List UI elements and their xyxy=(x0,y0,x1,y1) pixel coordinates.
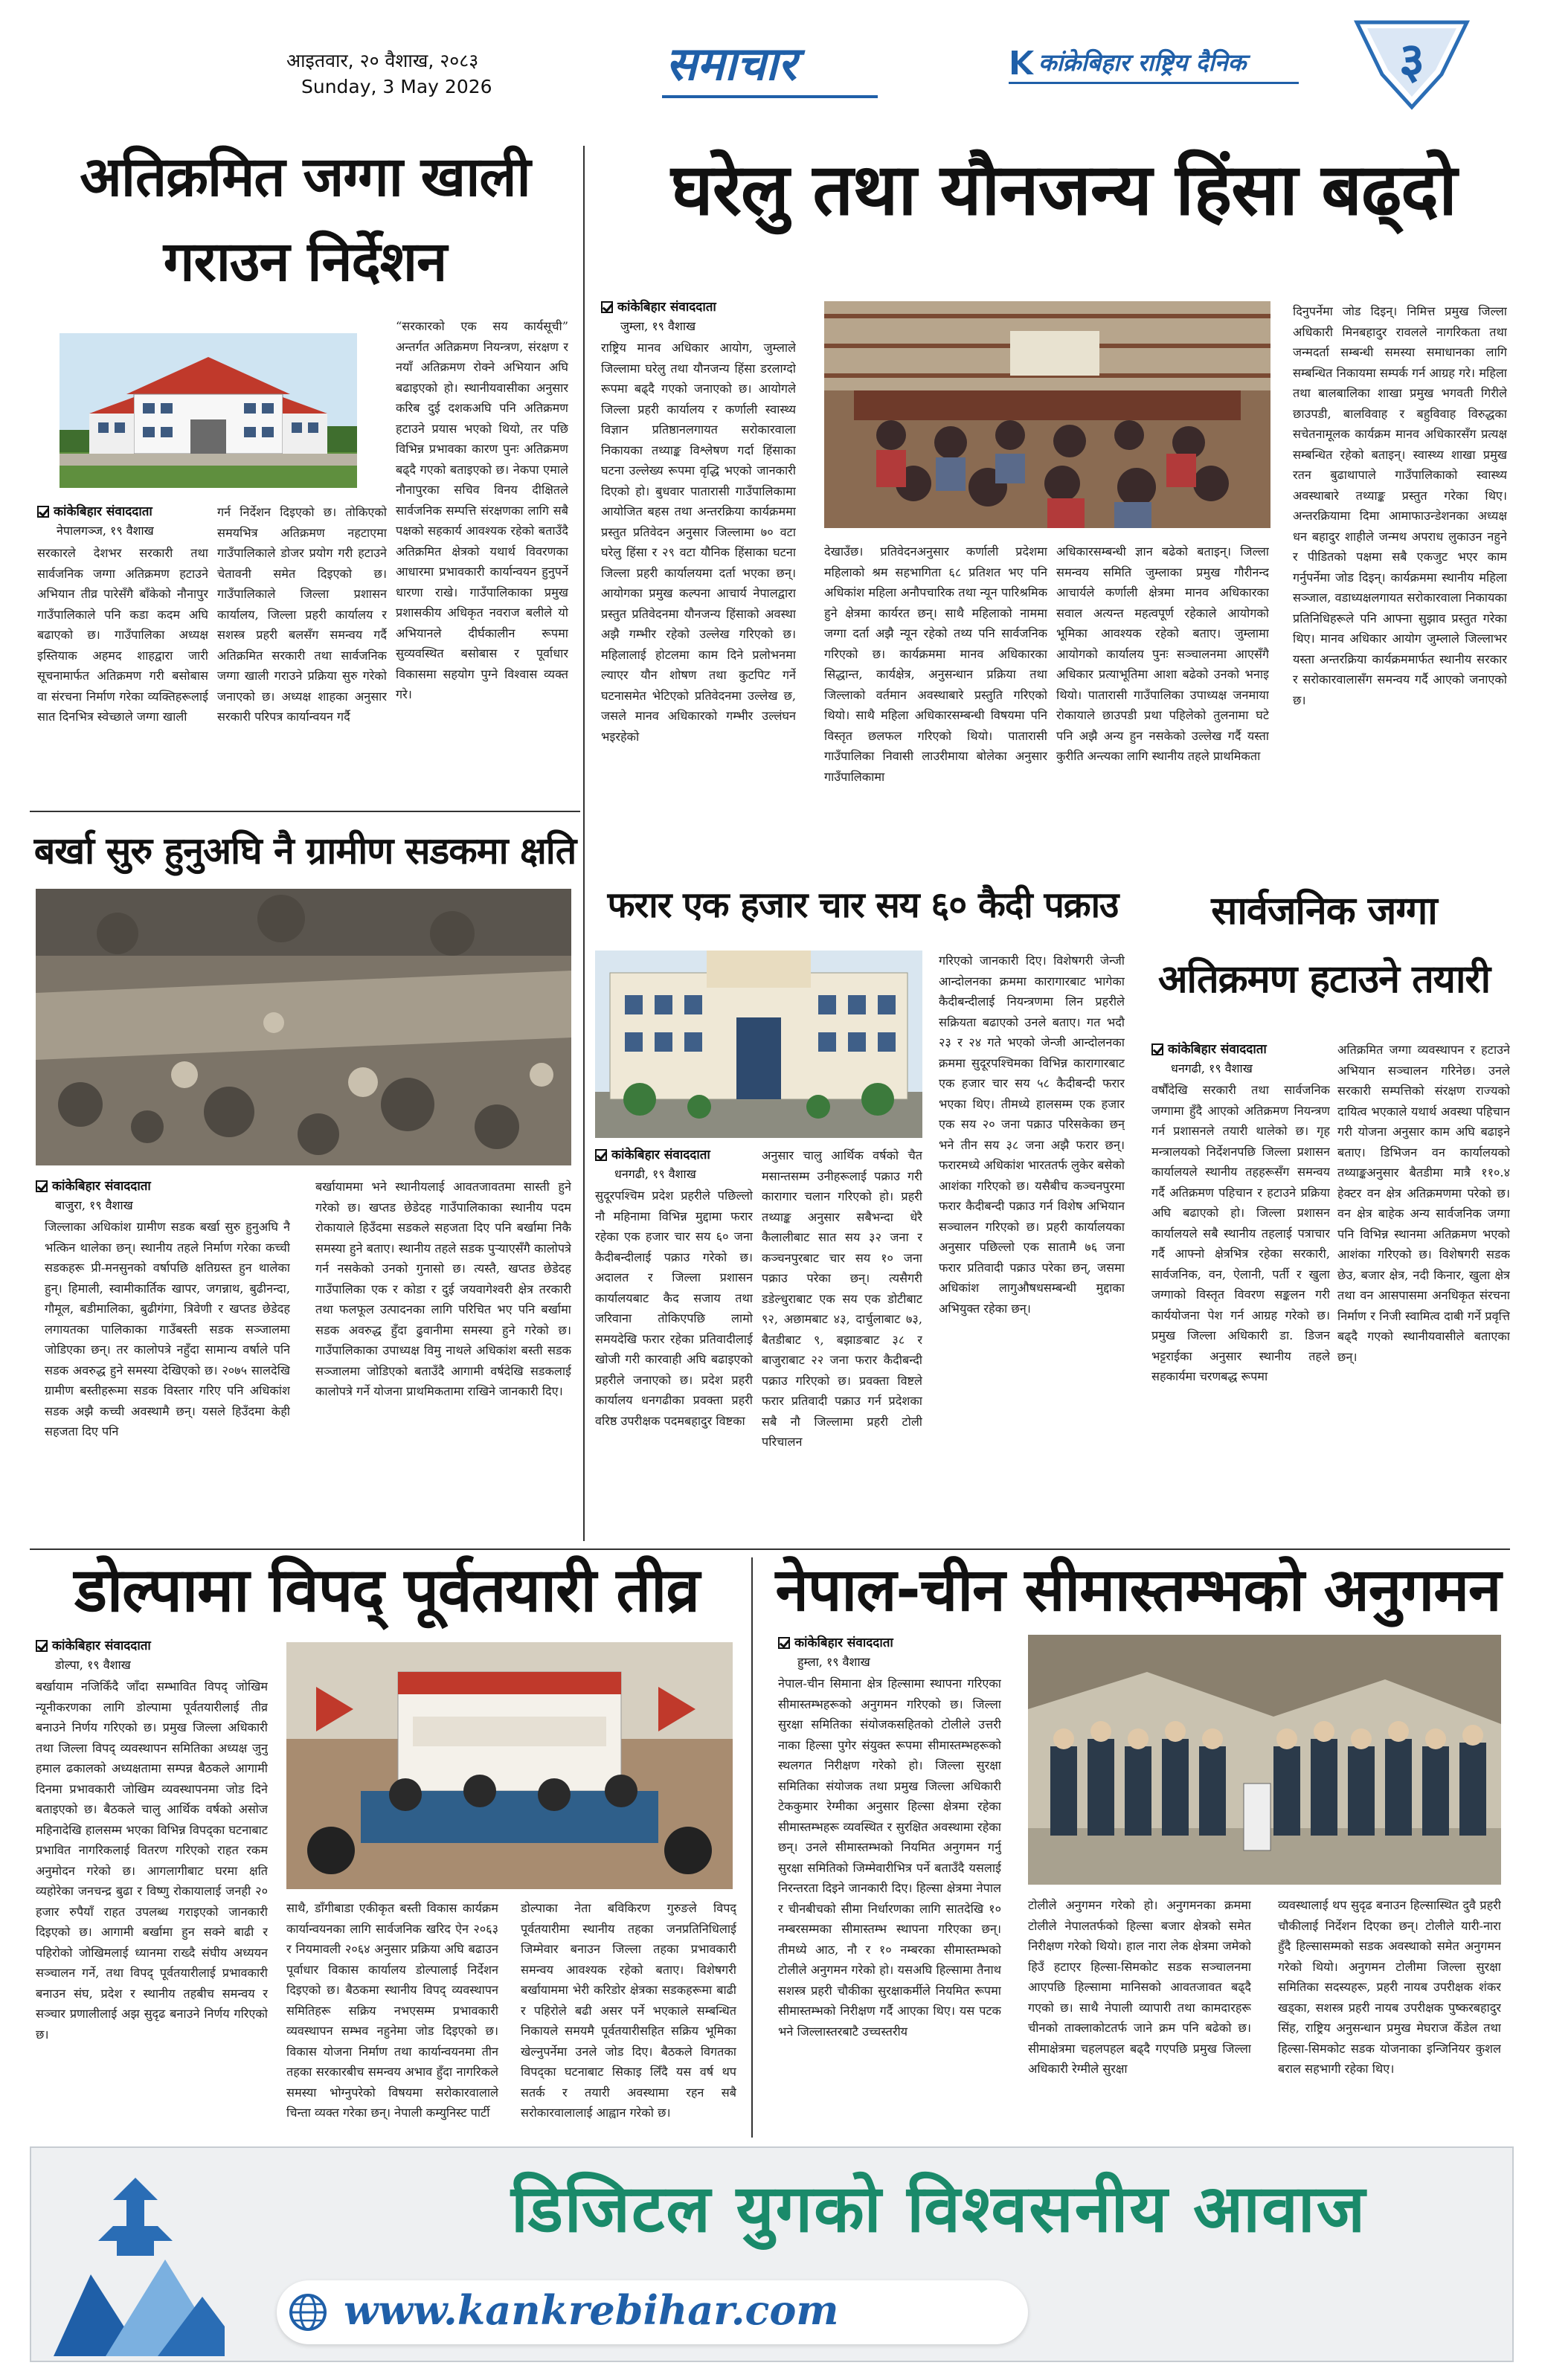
a2-col3-text: अधिकारसम्बन्धी ज्ञान बढेको बताइन्। जिल्ला समन्वय समिति जुम्लाका प्रमुख गौरीनन्द आचार्यले कर्णाली क्षेत्रमा मानव अधिकारका सवाल अत्यन्त महत्वपूर्ण रहेकाले आयोगको भूमिका आवश्यक रहेको बताए। जुम्लामा आयोगको कार्यालय पुनः सञ्चालनमा आएसँगै अधिकार प्रत्याभूतिमा आशा बढेको उनको भनाइ थियो। पातारासी गाउँपालिका उपाध्यक्ष जनमाया रोकायाले छाउपडी प्रथा पहिलेको तुलनामा घटे पनि अझै अन्य हुन नसकेको उल्लेख गर्दै यस्ता कुरीति अन्त्यका लागि स्थानीय तहले प्राथमिकता xyxy=(1056,544,1269,763)
a2-photo-meeting-hall xyxy=(824,301,1270,528)
a1-byline: कांकेबिहार संवाददाता xyxy=(54,504,152,519)
a3-byline: कांकेबिहार संवाददाता xyxy=(52,1179,151,1194)
ad-banner xyxy=(30,2146,1514,2362)
a4-byline: कांकेबिहार संवाददाता xyxy=(611,1148,710,1162)
a1-column-2 xyxy=(217,502,387,788)
a4-column-2 xyxy=(762,1145,922,1529)
a6-byline: कांकेबिहार संवाददाता xyxy=(52,1638,151,1653)
a7-byline: कांकेबिहार संवाददाता xyxy=(794,1636,893,1650)
checkbox-icon xyxy=(595,1149,607,1161)
a7-dateline: हुम्ला, १९ वैशाख xyxy=(797,1655,870,1669)
a3-column-2 xyxy=(315,1177,571,1529)
a1-column-1 xyxy=(37,543,208,788)
a6-photo-disaster-meeting xyxy=(286,1642,733,1889)
a1-headline-line2: गराउन निर्देशन xyxy=(163,230,447,294)
a7-column-3 xyxy=(1278,1895,1501,2136)
column-rule-top xyxy=(583,146,585,1541)
section-underline xyxy=(662,95,878,98)
a3-col2-text: बर्खायाममा भने स्थानीयलाई आवतजावतमा सास्ती हुने गरेको छ। खप्तड छेडेदह गाउँपालिकाका स्थानीय पदम रोकायाले हिउँदमा सडकले सहजता दिए पनि बर्खामा निकै समस्या हुने बताए। स्थानीय तहले सडक पुऱ्याएसँगै कालोपत्रे गर्न नसकेको उनको गुनासो छ। त्यस्तै, खप्तड छेडेदह गाउँपालिका एक र कोडा र दुई जयवागेश्वरी क्षेत्र तरकारी तथा फलफूल उत्पादनका लागि परिचित भए पनि बर्खामा सडक अवरुद्ध हुँदा ढुवानीमा समस्या हुने गरेको छ। गाउँपालिकाका उपाध्यक्ष विमु नाथले अधिकांश बस्ती सडक सञ्जालमा जोडिएको बताउँदै आगामी वर्षदेखि सडकलाई कालोपत्रे गर्ने योजना प्राथमिकतामा राखिने जानकारी दिए। xyxy=(315,1180,571,1398)
a7-column-1 xyxy=(778,1673,1001,2136)
banner-website[interactable]: www.kankrebihar.com xyxy=(344,2286,839,2334)
a2-column-1 xyxy=(601,338,796,797)
column-rule-bottom xyxy=(751,1557,753,2138)
a3-dateline: बाजुरा, १९ वैशाख xyxy=(55,1198,133,1212)
checkbox-icon xyxy=(778,1637,790,1649)
a2-column-2 xyxy=(824,541,1047,797)
a4-headline: फरार एक हजार चार सय ६० कैदी पक्राउ xyxy=(607,884,1119,926)
a4-column-3 xyxy=(939,951,1125,1529)
a7-byline-block xyxy=(778,1633,1001,1672)
a2-col1-text: राष्ट्रिय मानव अधिकार आयोग, जुम्लाले जिल्लामा घरेलु तथा यौनजन्य हिंसा डरलाग्दो रूपमा बढ्दै गएको जनाएको छ। आयोगले जिल्ला प्रहरी कार्यालय र कर्णाली स्वास्थ्य विज्ञान प्रतिष्ठानलगायत सरोकारवाला निकायका तथ्याङ्क विश्लेषण गर्दा हिंसाका घटना उल्लेख्य रूपमा वृद्धि भएको जानकारी दिएको हो। बुधवार पातारासी गाउँपालिकामा आयोजित बहस तथा अन्तरक्रिया कार्यक्रममा प्रस्तुत प्रतिवेदन अनुसार जिल्लामा ७० वटा घरेलु हिंसा र २९ वटा यौनिक हिंसाका घटना जिल्ला प्रहरी कार्यालयमा दर्ता भएका छन्। आयोगका प्रमुख कल्पना आचार्य नेपालद्वारा प्रस्तुत प्रतिवेदनमा यौनजन्य हिंसाको अवस्था अझै गम्भीर रहेको उल्लेख गरिएको छ। महिलालाई होटलमा काम दिने प्रलोभनमा ल्याएर यौन शोषण तथा कुटपिट गर्ने घटनासमेत भेटिएको प्रतिवेदनमा उल्लेख छ, जसले मानव अधिकारको गम्भीर उल्लंघन भइरहेको xyxy=(601,341,796,744)
a2-col2-text: देखाउँछ। प्रतिवेदनअनुसार कर्णाली प्रदेशमा महिलाको श्रम सहभागिता ६८ प्रतिशत भए पनि अधिकांश महिला अनौपचारिक तथा न्यून पारिश्रमिक हुने क्षेत्रमा कार्यरत छन्। साथै महिलाको नाममा जग्गा दर्ता अझै न्यून रहेको तथ्य पनि सार्वजनिक गरिएको छ। कार्यक्रममा मानव अधिकारका सिद्धान्त, कार्यक्षेत्र, अनुसन्धान प्रक्रिया तथा जिल्लाको वर्तमान अवस्थाबारे प्रस्तुति गरिएको थियो। साथै महिला अधिकारसम्बन्धी विषयमा पनि विस्तृत छलफल गरिएको थियो। पातारासी गाउँपालिका निवासी लाउरीमाया बोलेका अनुसार गाउँपालिकामा xyxy=(824,544,1047,784)
paper-logo-icon xyxy=(1009,48,1035,77)
a7-col3-text: व्यवस्थालाई थप सुदृढ बनाउन हिल्सास्थित दुवै प्रहरी चौकीलाई निर्देशन दिएका छन्। टोलीले यारी-नारा हुँदै हिल्सासम्मको सडक अवस्थाको समेत अनुगमन गरेको थियो। अनुगमन टोलीमा जिल्ला सुरक्षा समितिका सदस्यहरू, प्रहरी नायब उपरीक्षक शंकर खड्का, सशस्त्र प्रहरी नायब उपरीक्षक पुष्करबहादुर सिंह, राष्ट्रिय अनुसन्धान प्रमुख मेघराज केँडेल तथा हिल्सा-सिमकोट सडक योजनाका इन्जिनियर कुशल बराल सहभागी रहेका थिए। xyxy=(1278,1898,1501,2076)
paper-name-underline xyxy=(1009,82,1299,84)
a5-col2-text: अतिक्रमित जग्गा व्यवस्थापन र हटाउने अभियान सञ्चालन गरिनेछ। उनले सरकारी सम्पत्तिको संरक्षण राज्यको दायित्व भएकाले यथार्थ अवस्था पहिचान गरी योजना अनुसार काम अघि बढाइने बताए। डिभिजन वन कार्यालयको तथ्याङ्कअनुसार बैतडीमा मात्रै ११०.४ हेक्टर वन क्षेत्र अतिक्रमणमा परेको छ। वन क्षेत्र बाहेक अन्य सार्वजनिक जग्गा पनि विभिन्न स्थानमा अतिक्रमण भएको आशंका गरिएको छ। विशेषगरी सडक छेउ, बजार क्षेत्र, नदी किनार, खुला क्षेत्र तथा वन आसपासमा अनधिकृत संरचना निर्माण र निजी स्वामित्व दाबी गर्ने प्रवृत्ति बढ्दै गएको स्थानीयवासीले बताएका छन्। xyxy=(1337,1043,1510,1364)
a7-headline: नेपाल-चीन सीमास्तम्भको अनुगमन xyxy=(775,1555,1501,1624)
checkbox-icon xyxy=(37,506,49,518)
a1-col1-text: सरकारले देशभर सरकारी तथा सार्वजनिक जग्गा अतिक्रमण हटाउने अभियान तीव्र पारेसँगै बाँकेको नौनापुर गाउँपालिकाले पनि कडा कदम अघि बढाएको छ। गाउँपालिका अध्यक्ष इस्तियाक अहमद शाहद्वारा जारी सूचनामार्फत अतिक्रमण गरी बसोबास वा संरचना निर्माण गरेका व्यक्तिहरूलाई सात दिनभित्र स्वेच्छाले जग्गा खाली xyxy=(37,546,208,724)
banner-slogan: डिजिटल युगको विश्वसनीय आवाज xyxy=(510,2170,1366,2247)
rule-left-a1 xyxy=(30,811,580,812)
a4-col3-text: गरिएको जानकारी दिए। विशेषगरी जेन्जी आन्दोलनका क्रममा कारागारबाट भागेका कैदीबन्दीलाई नियन्त्रणमा लिन प्रहरीले सक्रियता बढाएको उनले बताए। गत भदौ २३ र २४ गते भएको जेन्जी आन्दोलनका क्रममा सुदूरपश्चिमका विभिन्न कारागारबाट एक हजार चार सय ५८ कैदीबन्दी फरार भएका थिए। तीमध्ये हालसम्म एक हजार एक सय २० जना पक्राउ परिसकेका छन् भने तीन सय ३८ जना अझै फरार छन्। फरारमध्ये अधिकांश भारततर्फ लुकेर बसेको आशंका गरिएको छ। यसैबीच कञ्चनपुरमा फरार कैदीबन्दी पक्राउ गर्न विशेष अभियान सञ्चालन गरिएको छ। प्रहरी कार्यालयका अनुसार पछिल्लो एक सातामै ७६ जना फरार प्रतिवादी पक्राउ परेका छन्, जसमा अधिकांश लागुऔषधसम्बन्धी मुद्दाका अभियुक्त रहेका छन्। xyxy=(939,953,1125,1316)
a1-dateline: नेपालगञ्ज, १९ वैशाख xyxy=(57,524,154,538)
a5-column-1 xyxy=(1151,1080,1330,1529)
a5-byline: कांकेबिहार संवाददाता xyxy=(1168,1042,1267,1057)
a5-dateline: धनगढी, १९ वैशाख xyxy=(1171,1061,1253,1075)
a2-dateline: जुम्ला, १९ वैशाख xyxy=(620,319,696,333)
a4-col1-text: सुदूरपश्चिम प्रदेश प्रहरीले पछिल्लो नौ महिनामा विभिन्न मुद्दामा फरार रहेका एक हजार चार सय ६० जना कैदीबन्दीलाई पक्राउ गरेको छ। अदालत र जिल्ला प्रशासन कार्यालयबाट कैद सजाय तथा जरिवाना तोकिएपछि लामो समयदेखि फरार रहेका प्रतिवादीलाई खोजी गरी कारवाही अघि बढाइएको प्रहरीले जनाएको छ। प्रदेश प्रहरी कार्यालय धनगढीका प्रवक्ता प्रहरी वरिष्ठ उपरीक्षक पदमबहादुर विष्टका xyxy=(595,1189,753,1428)
a1-headline-line1: अतिक्रमित जग्गा खाली xyxy=(80,145,530,209)
a5-column-2 xyxy=(1337,1040,1510,1529)
a5-byline-block xyxy=(1151,1040,1329,1078)
a3-photo-damaged-road xyxy=(36,889,571,1165)
a7-column-2 xyxy=(1028,1895,1251,2136)
rule-middle-row xyxy=(30,1548,1510,1550)
a4-byline-block xyxy=(595,1145,751,1184)
a2-byline-block xyxy=(601,298,794,336)
checkbox-icon xyxy=(1151,1043,1163,1055)
a6-column-1 xyxy=(36,1676,268,2136)
a6-col1-text: बर्खायाम नजिकिँदै जाँदा सम्भावित विपद् जोखिम न्यूनीकरणका लागि डोल्पामा पूर्वतयारीलाई तीव्र बनाउने निर्णय गरिएको छ। प्रमुख जिल्ला अधिकारी तथा जिल्ला विपद् व्यवस्थापन समितिका अध्यक्ष जुनु हमाल ढकालको अध्यक्षतामा सम्पन्न बैठकले आगामी दिनमा प्रभावकारी जोखिम व्यवस्थापनमा जोड दिने बताइएको छ। बैठकले चालु आर्थिक वर्षको असोज महिनादेखि हालसम्म भएका विभिन्न विपद्का घटनाबाट प्रभावित नागरिकलाई वितरण गरिएको राहत रकम अनुमोदन गरेको छ। आगलागीबाट घरमा क्षति व्यहोरेका जनचन्द्र बुढा र विष्णु रोकायालाई जनही २० हजार रुपैयाँ राहत उपलब्ध गराइएको जानकारी दिइएको छ। आगामी बर्खामा हुन सक्ने बाढी र पहिरोको जोखिमलाई ध्यानमा राख्दै संघीय अध्ययन सञ्चालन गर्ने, तथा विपद् पूर्वतयारीलाई प्रभावकारी बनाउन संघ, प्रदेश र स्थानीय तहबीच समन्वय र सञ्चार प्रणालीलाई अझ सुदृढ बनाउने निर्णय गरिएको छ। xyxy=(36,1679,268,2042)
a1-column-3 xyxy=(396,316,568,788)
a3-col1-text: जिल्लाका अधिकांश ग्रामीण सडक बर्खा सुरु हुनुअघि नै भत्किन थालेका छन्। स्थानीय तहले निर्माण गरेका कच्ची सडकहरू प्री-मनसुनको वर्षापछि क्षतिग्रस्त हुन थालेका हुन्। हिमाली, स्वामीकार्तिक खापर, जगन्नाथ, बुढीनन्दा, गौमूल, बडीमालिका, बुढीगंगा, त्रिवेणी र खप्तड छेडेदह लगायतका पालिकाका गाउँबस्ती सडक सञ्जालमा जोडिएका छन्। तर कालोपत्रे नहुँदा सामान्य वर्षाले पनि सडक अवरुद्ध हुने समस्या देखिएको छ। २०७५ सालदेखि ग्रामीण बस्तीहरूमा सडक विस्तार गरिए पनि अधिकांश सडक अझै कच्ची अवस्थामै छन्। यसले हिउँदमा केही सहजता दिए पनि xyxy=(45,1220,290,1438)
checkbox-icon xyxy=(36,1640,48,1652)
a7-photo-border-team xyxy=(1028,1635,1501,1885)
a6-column-3 xyxy=(521,1898,736,2136)
a2-column-3 xyxy=(1056,541,1269,797)
checkbox-icon xyxy=(601,301,613,313)
a3-byline-block xyxy=(36,1177,289,1215)
a2-col4-text: दिनुपर्नेमा जोड दिइन्। निमित्त प्रमुख जिल्ला अधिकारी मिनबहादुर रावलले नागरिकता तथा जन्मदर्ता सम्बन्धी समस्या समाधानका लागि सम्बन्धित निकायमा सम्पर्क गर्न आग्रह गरे। महिला तथा बालबालिका शाखा प्रमुख भगवती गिरीले छाउपडी, बालविवाह र बहुविवाह विरुद्धका सचेतनामूलक कार्यक्रम मानव अधिकारसँग प्रत्यक्ष सम्बन्धित रहेको बताइन्। स्वास्थ्य शाखा प्रमुख रतन बुढाथापाले गाउँपालिकाको स्वास्थ्य अवस्थाबारे तथ्याङ्क प्रस्तुत गरेका थिए। अन्तरक्रियामा दिमा आमाफाउन्डेशनका अध्यक्ष धन बहादुर शाहीले जन्मथ अपराध लुकाउन नहुने र पीडितको पक्षमा सबै एकजुट भएर काम गर्नुपर्नेमा जोड दिइन्। कार्यक्रममा स्थानीय महिला सञ्जाल, वडाध्यक्षलगायत सरोकारवाला निकायका प्रतिनिधिहरूले पनि आफ्ना सुझाव प्रस्तुत गरेका थिए। मानव अधिकार आयोग जुम्लाले जिल्लाभर यस्ता अन्तरक्रिया कार्यक्रममार्फत स्थानीय सरकार र सरोकारवालासँग समन्वय गर्दै आएको जनाएको छ। xyxy=(1293,304,1507,707)
paper-name: कांक्रेबिहार राष्ट्रिय दैनिक xyxy=(1038,48,1247,77)
masthead-date-en: Sunday, 3 May 2026 xyxy=(301,76,492,97)
a6-headline: डोल्पामा विपद् पूर्वतयारी तीव्र xyxy=(74,1555,700,1626)
masthead xyxy=(0,0,1542,119)
checkbox-icon xyxy=(36,1180,48,1192)
a6-byline-block xyxy=(36,1636,268,1675)
a1-col2-text: गर्न निर्देशन दिइएको छ। तोकिएको समयभित्र अतिक्रमण नहटाएमा गाउँपालिकाले डोजर प्रयोग गरी हटाउने चेतावनी समेत दिइएको छ। गाउँपालिकाले जिल्ला प्रशासन कार्यालय, जिल्ला प्रहरी कार्यालय र सशस्त्र प्रहरी बलसँग समन्वय गर्दै अतिक्रमित सरकारी तथा सार्वजनिक जग्गा खाली गराउने प्रक्रिया सुरु गरेको जनाएको छ। अध्यक्ष शाहका अनुसार सरकारी परिपत्र कार्यान्वयन गर्दै xyxy=(217,505,387,724)
section-title: समाचार xyxy=(666,36,797,91)
a6-col3-text: डोल्पाका नेता बविकिरण गुरुङले विपद् पूर्वतयारीमा स्थानीय तहका जनप्रतिनिधिलाई जिम्मेवार बनाउन जिल्ला तहका प्रभावकारी समन्वय आवश्यक रहेको बताए। विशेषगरी बर्खायाममा भेरी करिडोर क्षेत्रका सडकहरूमा बाढी र पहिरोले बढी असर पर्ने भएकाले सम्बन्धित निकायले समयमै पूर्वतयारीसहित सक्रिय भूमिका खेल्नुपर्नेमा उनले जोड दिए। बैठकले विगतका विपद्का घटनाबाट सिकाइ लिँदै यस वर्ष थप सतर्क र तयारी अवस्थामा रहन सबै सरोकारवालालाई आह्वान गरेको छ। xyxy=(521,1901,736,2120)
a2-headline: घरेलु तथा यौनजन्य हिंसा बढ्दो xyxy=(670,148,1457,231)
a1-col3-text: “सरकारको एक सय कार्यसूची” अन्तर्गत अतिक्रमण नियन्त्रण, संरक्षण र नयाँ अतिक्रमण रोक्ने अभियान अघि बढाइएको हो। स्थानीयवासीका अनुसार करिब दुई दशकअघि पनि अतिक्रमण हटाउने प्रयास भएको थियो, तर पछि विभिन्न प्रभावका कारण पुनः अतिक्रमण बढ्दै गएको बताइएको छ। नेकपा एमाले नौनापुरका सचिव विनय दीक्षितले सार्वजनिक सम्पत्ति संरक्षणका लागि सबै पक्षको सहकार्य आवश्यक रहेको बताउँदै अतिक्रमित क्षेत्रको यथार्थ विवरणका आधारमा प्रभावकारी कार्यान्वयन हुनुपर्ने धारणा राखे। गाउँपालिकाका प्रमुख प्रशासकीय अधिकृत नवराज बलीले यो अभियानले दीर्घकालीन रूपमा सुव्यवस्थित बसोबास र पूर्वाधार विकासमा सहयोग पुग्ने विश्वास व्यक्त गरे। xyxy=(396,319,568,701)
a2-column-4 xyxy=(1293,301,1507,852)
a6-col2-text: साथै, डाँगीबाडा एकीकृत बस्ती विकास कार्यक्रम कार्यान्वयनका लागि सार्वजनिक खरिद ऐन २०६३ र नियमावली २०६४ अनुसार प्रक्रिया अघि बढाउन पूर्वाधार विकास कार्यालय डोल्पालाई निर्देशन दिइएको छ। बैठकमा स्थानीय विपद् व्यवस्थापन समितिहरू सक्रिय नभएसम्म प्रभावकारी व्यवस्थापन सम्भव नहुनेमा जोड दिइएको छ। विकास योजना निर्माण तथा कार्यान्वयनमा तीन तहका सरकारबीच समन्वय अभाव हुँदा नागरिकले समस्या भोग्नुपरेको विषयमा सरोकारवालाले चिन्ता व्यक्त गरेका छन्। नेपाली कम्युनिस्ट पार्टी xyxy=(286,1901,498,2120)
a5-headline-line1: सार्वजनिक जग्गा xyxy=(1211,889,1437,933)
a3-headline: बर्खा सुरु हुनुअघि नै ग्रामीण सडकमा क्षति xyxy=(33,829,576,872)
a6-column-2 xyxy=(286,1898,498,2136)
a5-headline-line2: अतिक्रमण हटाउने तयारी xyxy=(1157,957,1491,1002)
dharahara-emblem-icon xyxy=(46,2170,225,2356)
a7-col2-text: टोलीले अनुगमन गरेको हो। अनुगमनका क्रममा टोलीले नेपालतर्फको हिल्सा बजार क्षेत्रको समेत निरीक्षण गरेको थियो। हाल नारा लेक क्षेत्रमा जमेको हिउँ हटाएर हिल्सा-सिमकोट सडक सञ्चालनमा आएपछि हिल्सामा मानिसको आवतजावत बढ्दै गएको छ। साथै नेपाली व्यापारी तथा कामदारहरू चीनको ताक्लाकोटतर्फ जाने क्रम पनि बढेको छ। सीमाक्षेत्रमा चहलपहल बढ्दै गएपछि प्रमुख जिल्ला अधिकारी रेग्मीले सुरक्षा xyxy=(1028,1898,1251,2076)
page-number: ३ xyxy=(1398,32,1425,89)
a4-column-1 xyxy=(595,1186,753,1529)
masthead-date-np: आइतवार, २० वैशाख, २०८३ xyxy=(286,50,479,71)
a4-col2-text: अनुसार चालु आर्थिक वर्षको चैत मसान्तसम्म उनीहरूलाई पक्राउ गरी कारागार चलान गरिएको हो। प्रहरी तथ्याङ्क अनुसार सबैभन्दा धेरै कैलालीबाट सात सय ३२ जना र कञ्चनपुरबाट चार सय १० जना पक्राउ परेका छन्। त्यसैगरी डडेल्धुराबाट एक सय एक डोटीबाट ९२, अछामबाट ४३, दार्चुलाबाट ७३, बैतडीबाट ९, बझाङबाट ३८ र बाजुराबाट २२ जना फरार कैदीबन्दी पक्राउ गरिएको छ। प्रवक्ता विष्टले फरार प्रतिवादी पक्राउ गर्न प्रदेशका सबै नौ जिल्लामा प्रहरी टोली परिचालन xyxy=(762,1148,922,1449)
a7-col1-text: नेपाल-चीन सिमाना क्षेत्र हिल्सामा स्थापना गरिएका सीमास्तम्भहरूको अनुगमन गरिएको छ। जिल्ला सुरक्षा समितिका संयोजकसहितको टोलीले उत्तरी नाका हिल्सा पुगेर संयुक्त रूपमा सीमास्तम्भहरूको स्थलगत निरीक्षण गरेको हो। जिल्ला सुरक्षा समितिका संयोजक तथा प्रमुख जिल्ला अधिकारी टेककुमार रेग्मीका अनुसार हिल्सा क्षेत्रमा रहेका सीमास्तम्भहरू व्यवस्थित र सुरक्षित अवस्थामा रहेका छन्। उनले सीमास्तम्भको नियमित अनुगमन गर्नु सुरक्षा समितिको जिम्मेवारीभित्र पर्ने बताउँदै यसलाई निरन्तरता दिइने जानकारी दिए। हिल्सा क्षेत्रमा नेपाल र चीनबीचको सीमा निर्धारणका लागि सातदेखि १० नम्बरसम्मका सीमास्तम्भ स्थापना गरिएका छन्। तीमध्ये आठ, नौ र १० नम्बरका सीमास्तम्भको टोलीले अनुगमन गरेको हो। यसअघि हिल्सामा तैनाथ सशस्त्र प्रहरी चौकीका सुरक्षाकर्मीले नियमित रूपमा सीमास्तम्भको निरीक्षण गर्दै आएका थिए। यस पटक भने जिल्लास्तरबाटै उच्चस्तरीय xyxy=(778,1676,1001,2039)
a1-byline-block xyxy=(37,502,208,541)
a4-photo-prison-building xyxy=(595,951,922,1138)
a4-dateline: धनगढी, १९ वैशाख xyxy=(614,1167,696,1181)
globe-icon xyxy=(288,2292,328,2332)
a3-column-1 xyxy=(45,1217,290,1529)
a6-dateline: डोल्पा, १९ वैशाख xyxy=(55,1658,131,1672)
a1-photo-municipal-building xyxy=(60,333,357,488)
a5-col1-text: वर्षौंदेखि सरकारी तथा सार्वजनिक जग्गामा हुँदै आएको अतिक्रमण नियन्त्रण गर्न प्रशासनले तयारी थालेको छ। गृह मन्त्रालयको निर्देशनपछि जिल्ला प्रशासन कार्यालयले स्थानीय तहहरूसँग समन्वय गर्दै अतिक्रमण पहिचान र हटाउने प्रक्रिया अघि बढाएको हो। जिल्ला प्रशासन कार्यालयले सबै स्थानीय तहलाई पत्राचार गर्दै आफ्नो क्षेत्रभित्र रहेका सरकारी, सार्वजनिक, वन, ऐलानी, पर्ती र खुला जग्गाको विस्तृत विवरण सङ्कलन गरी कार्ययोजना पेश गर्न आग्रह गरेको छ। प्रमुख जिल्ला अधिकारी डा. डिजन भट्टराईका अनुसार स्थानीय तहले सहकार्यमा चरणबद्ध रूपमा xyxy=(1151,1083,1330,1383)
a2-byline: कांकेबिहार संवाददाता xyxy=(617,300,716,315)
